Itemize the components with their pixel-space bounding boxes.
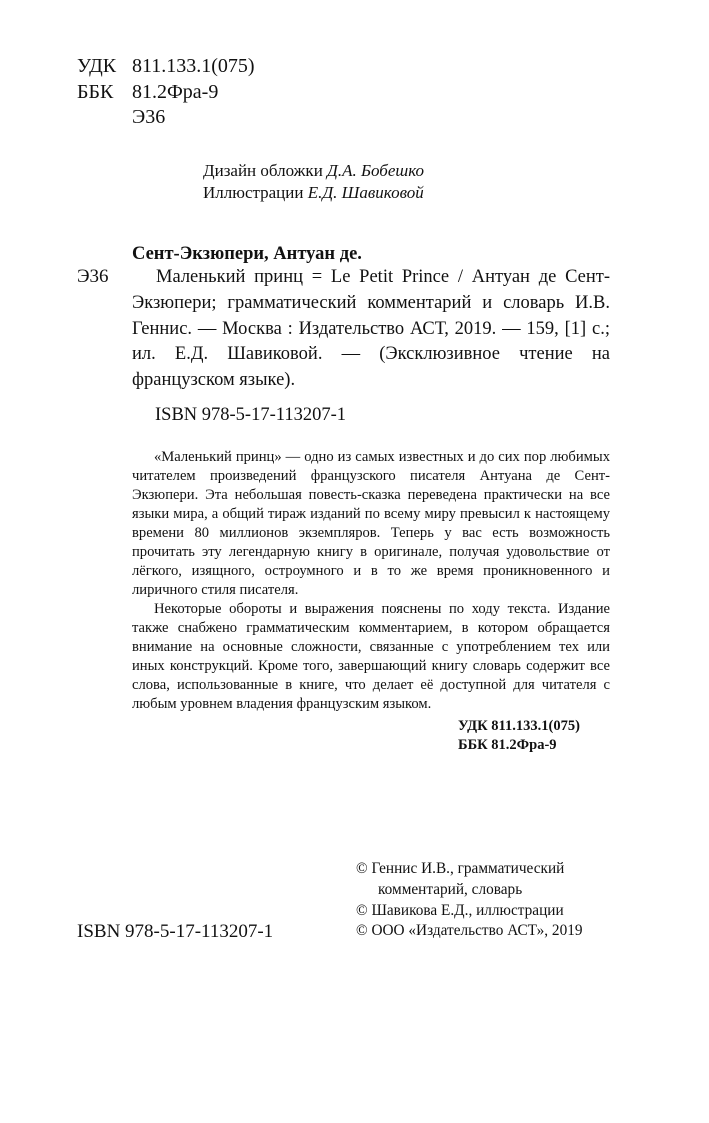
bibliographic-description: Маленький принц = Le Petit Prince / Антуан де Сент-Экзюпери; грамматический комментарий и словарь И.В. Геннис. — Москва : Издательство АСТ, 2019. — 159, [1] с.; ил. Е.Д. Шавиковой. — (Эксклюзивное чтение на французском языке). — [132, 267, 610, 391]
copyright-line-4: © ООО «Издательство АСТ», 2019 — [356, 922, 583, 940]
illustration-credit — [203, 182, 424, 204]
bbk-value: 81.2Фра-9 — [132, 80, 219, 103]
copyright-line-3: © Шавикова Е.Д., иллюстрации — [356, 901, 564, 919]
cover-design-label: Дизайн обложки — [203, 161, 323, 180]
copyright-line-1: © Геннис И.В., грамматический — [356, 860, 565, 877]
author-sign: Э36 — [77, 266, 109, 287]
udk-value: 811.133.1(075) — [132, 55, 255, 77]
cover-designer-name: Д.А. Бобешко — [327, 161, 425, 180]
author-sign-top: Э36 — [132, 106, 166, 128]
annotation-paragraph-2: Некоторые обороты и выражения пояснены по ходу текста. Издание также снабжено грамматическим комментарием, в котором обращается внимание на основные сложности, связанные с употреблением тех или иных конструкций. Кроме того, завершающий книгу словарь содержит все слова, использованные в книге, что делает её доступной для читателя с любым уровнем владения французским языком. — [132, 601, 610, 712]
annotation — [132, 448, 610, 714]
udk-label: УДК — [77, 55, 117, 77]
bbk-label: ББК — [77, 80, 114, 103]
illustration-label: Иллюстрации — [203, 183, 304, 202]
classification-codes-bottom — [458, 717, 580, 755]
bbk-row — [77, 80, 255, 106]
annotation-paragraph-1: «Маленький принц» — одно из самых известных и до сих пор любимых читателем произведений французского писателя Антуана де Сент-Экзюпери. Эта небольшая повесть-сказка переведена практически на все языки мира, а общий тираж изданий по всему миру превысил к настоящему времени 80 миллионов экземпляров. Теперь у вас есть возможность прочитать эту легендарную книгу в оригинале, получая удовольствие от лёгкого, изящного, остроумного и в то же время проникновенного и лиричного стиля писателя. — [132, 449, 610, 598]
illustrator-name: Е.Д. Шавиковой — [307, 183, 424, 202]
bbk-bottom: ББК 81.2Фра-9 — [458, 737, 557, 753]
udk-row — [77, 54, 255, 80]
udk-bottom: УДК 811.133.1(075) — [458, 718, 580, 734]
classification-codes — [77, 54, 255, 131]
isbn-record: ISBN 978-5-17-113207-1 — [155, 405, 346, 425]
cover-design-credit — [203, 160, 424, 182]
author-heading: Сент-Экзюпери, Антуан де. — [132, 244, 362, 264]
design-credits — [203, 160, 424, 204]
copyright-line-2: комментарий, словарь — [378, 880, 523, 898]
copyright-block — [356, 859, 583, 942]
isbn-bottom: ISBN 978-5-17-113207-1 — [77, 921, 274, 942]
